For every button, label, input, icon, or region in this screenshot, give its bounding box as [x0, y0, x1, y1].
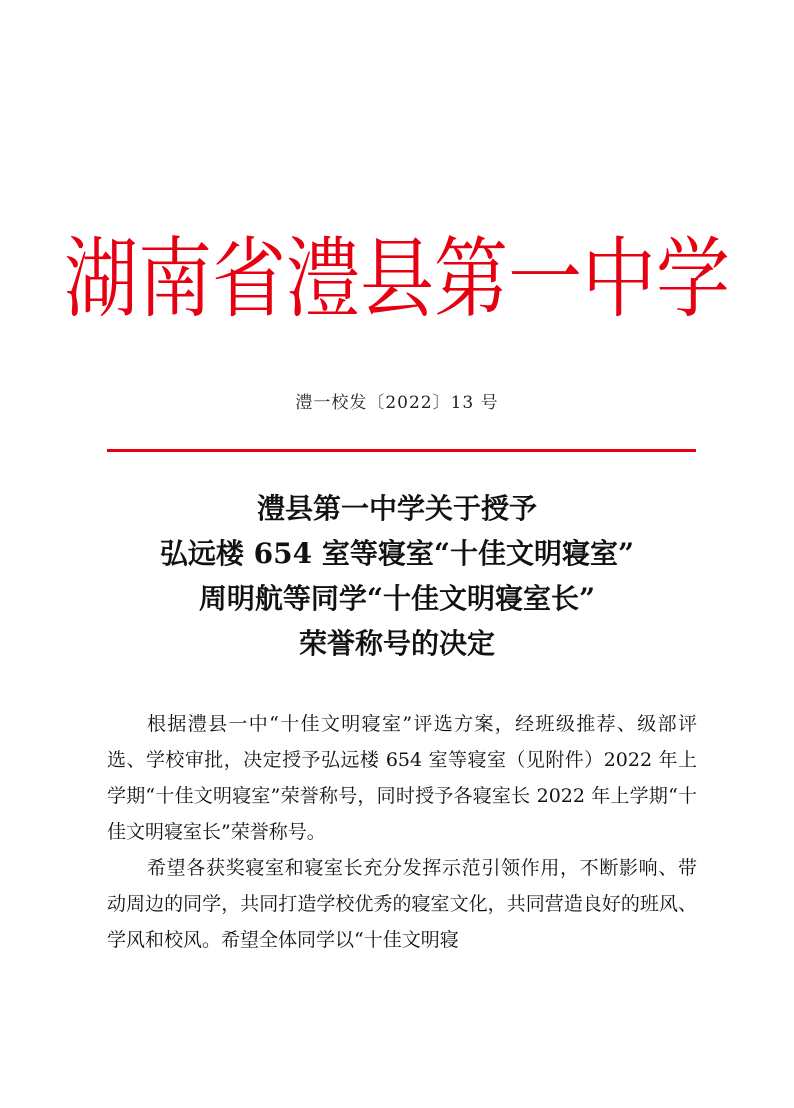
document-number: 澧一校发〔2022〕13 号 [295, 393, 499, 413]
title-line-3: 周明航等同学“十佳文明寝室长” [198, 582, 596, 615]
body-paragraph-1: 根据澧县一中“十佳文明寝室”评选方案，经班级推荐、级部评选、学校审批，决定授予弘远楼 654 室等寝室（见附件）2022 年上学期“十佳文明寝室”荣誉称号，同时授予各寝室长 2022 年上学期“十佳文明寝室长”荣誉称号。 [107, 713, 697, 843]
document-title [0, 486, 794, 666]
school-masthead: 湖南省澧县第一中学 [64, 228, 730, 331]
body-paragraph-2: 希望各获奖寝室和寝室长充分发挥示范引领作用，不断影响、带动周边的同学，共同打造学校优秀的寝室文化，共同营造良好的班风、学风和校风。希望全体同学以“十佳文明寝 [107, 857, 697, 951]
title-line-4: 荣誉称号的决定 [298, 627, 495, 660]
document-body [107, 706, 697, 958]
title-line-1: 澧县第一中学关于授予 [256, 492, 537, 525]
title-line-2: 弘远楼 654 室等寝室“十佳文明寝室” [159, 537, 635, 570]
red-separator-line [107, 449, 696, 452]
